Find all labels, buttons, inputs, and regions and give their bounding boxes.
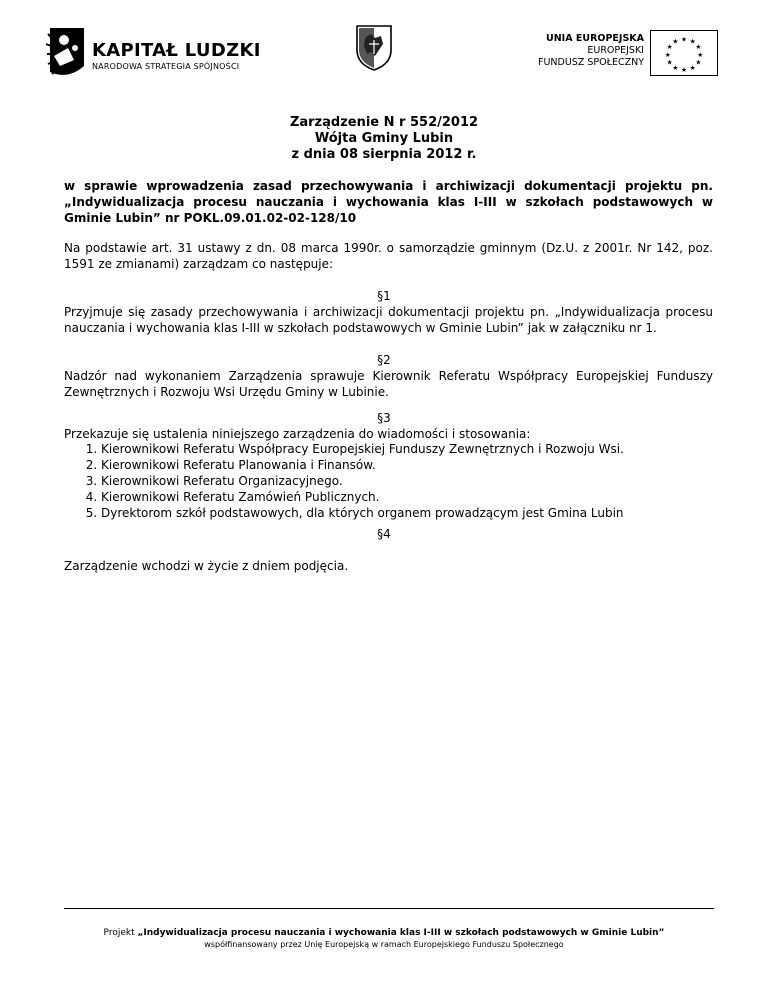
- list-item: 5. Dyrektorom szkół podstawowych, dla których organem prowadzącym jest Gmina Lubin: [101, 505, 713, 521]
- list-item: 2. Kierownikowi Referatu Planowania i Finansów.: [101, 457, 713, 473]
- kapital-ludzki-subtitle: NARODOWA STRATEGIA SPÓJNOŚCI: [92, 62, 240, 71]
- title-line-2: Wójta Gminy Lubin: [314, 131, 454, 146]
- title-line-1: Zarządzenie N r 552/2012: [289, 115, 479, 130]
- section-mark-2: §2: [377, 353, 391, 367]
- svg-text:★: ★: [695, 43, 702, 52]
- footer-project-line: [0, 928, 768, 939]
- eu-line-3: FUNDUSZ SPOŁECZNY: [538, 57, 644, 68]
- kapital-ludzki-emblem-icon: [44, 26, 88, 80]
- kapital-ludzki-title: KAPITAŁ LUDZKI: [92, 40, 261, 61]
- list-item: 3. Kierownikowi Referatu Organizacyjnego.: [101, 473, 713, 489]
- section-text-2: Nadzór nad wykonaniem Zarządzenia sprawuje Kierownik Referatu Współpracy Europejskiej Funduszy Zewnętrznych i Rozwoju Wsi Urzędu Gminy w Lubinie.: [64, 369, 713, 399]
- svg-text:★: ★: [681, 35, 687, 44]
- svg-text:★: ★: [689, 64, 696, 73]
- svg-text:★: ★: [664, 50, 671, 59]
- footer-divider: [64, 908, 714, 909]
- footer-prefix: Projekt: [103, 928, 138, 938]
- eu-text: [538, 33, 644, 69]
- document-subject: w sprawie wprowadzenia zasad przechowywania i archiwizacji dokumentacji projektu pn. „Indywidualizacja procesu nauczania i wychowania klas I-III w szkołach podstawowych w Gminie Lubin” nr POKL.09.01.02-02-128/10: [64, 179, 713, 225]
- list-item: 4. Kierownikowi Referatu Zamówień Publicznych.: [101, 489, 713, 505]
- title-line-3: z dnia 08 sierpnia 2012 r.: [291, 147, 477, 162]
- svg-text:★: ★: [666, 43, 673, 52]
- recipients-list: [64, 441, 713, 521]
- svg-text:★: ★: [666, 58, 673, 67]
- svg-text:★: ★: [689, 37, 696, 46]
- eu-logo: [540, 30, 718, 82]
- svg-text:★: ★: [695, 58, 702, 67]
- section-mark-1: §1: [377, 289, 391, 303]
- eu-line-1: UNIA EUROPEJSKA: [546, 33, 644, 44]
- gmina-crest-icon: [355, 24, 393, 72]
- list-item: 1. Kierownikowi Referatu Współpracy Europejskiej Funduszy Zewnętrznych i Rozwoju Wsi.: [101, 441, 713, 457]
- section-text-3: Przekazuje się ustalenia niniejszego zarządzenia do wiadomości i stosowania:: [64, 427, 531, 441]
- svg-text:★: ★: [681, 66, 687, 75]
- svg-text:★: ★: [697, 50, 704, 59]
- section-text-1: Przyjmuje się zasady przechowywania i archiwizacji dokumentacji projektu pn. „Indywidualizacja procesu nauczania i wychowania klas I-III w szkołach podstawowych w Gminie Lubin” jak w załączniku nr 1.: [64, 305, 713, 335]
- section-mark-4: §4: [377, 527, 391, 541]
- kapital-ludzki-logo: [44, 22, 261, 82]
- svg-text:★: ★: [672, 37, 679, 46]
- legal-basis: Na podstawie art. 31 ustawy z dn. 08 marca 1990r. o samorządzie gminnym (Dz.U. z 2001r. Nr 142, poz. 1591 ze zmianami) zarządzam co następuje:: [64, 241, 713, 271]
- document-title: [0, 115, 768, 163]
- footer-cofinance-line: współfinansowany przez Unię Europejską w ramach Europejskiego Funduszu Społecznego: [204, 940, 564, 949]
- section-text-4: Zarządzenie wchodzi w życie z dniem podjęcia.: [64, 559, 349, 573]
- eu-line-2: EUROPEJSKI: [587, 45, 644, 56]
- section-mark-3: §3: [377, 411, 391, 425]
- svg-text:★: ★: [672, 64, 679, 73]
- footer-project-name: „Indywidualizacja procesu nauczania i wychowania klas I-III w szkołach podstawowych w Gminie Lubin”: [137, 928, 665, 938]
- eu-flag-icon: [650, 30, 718, 76]
